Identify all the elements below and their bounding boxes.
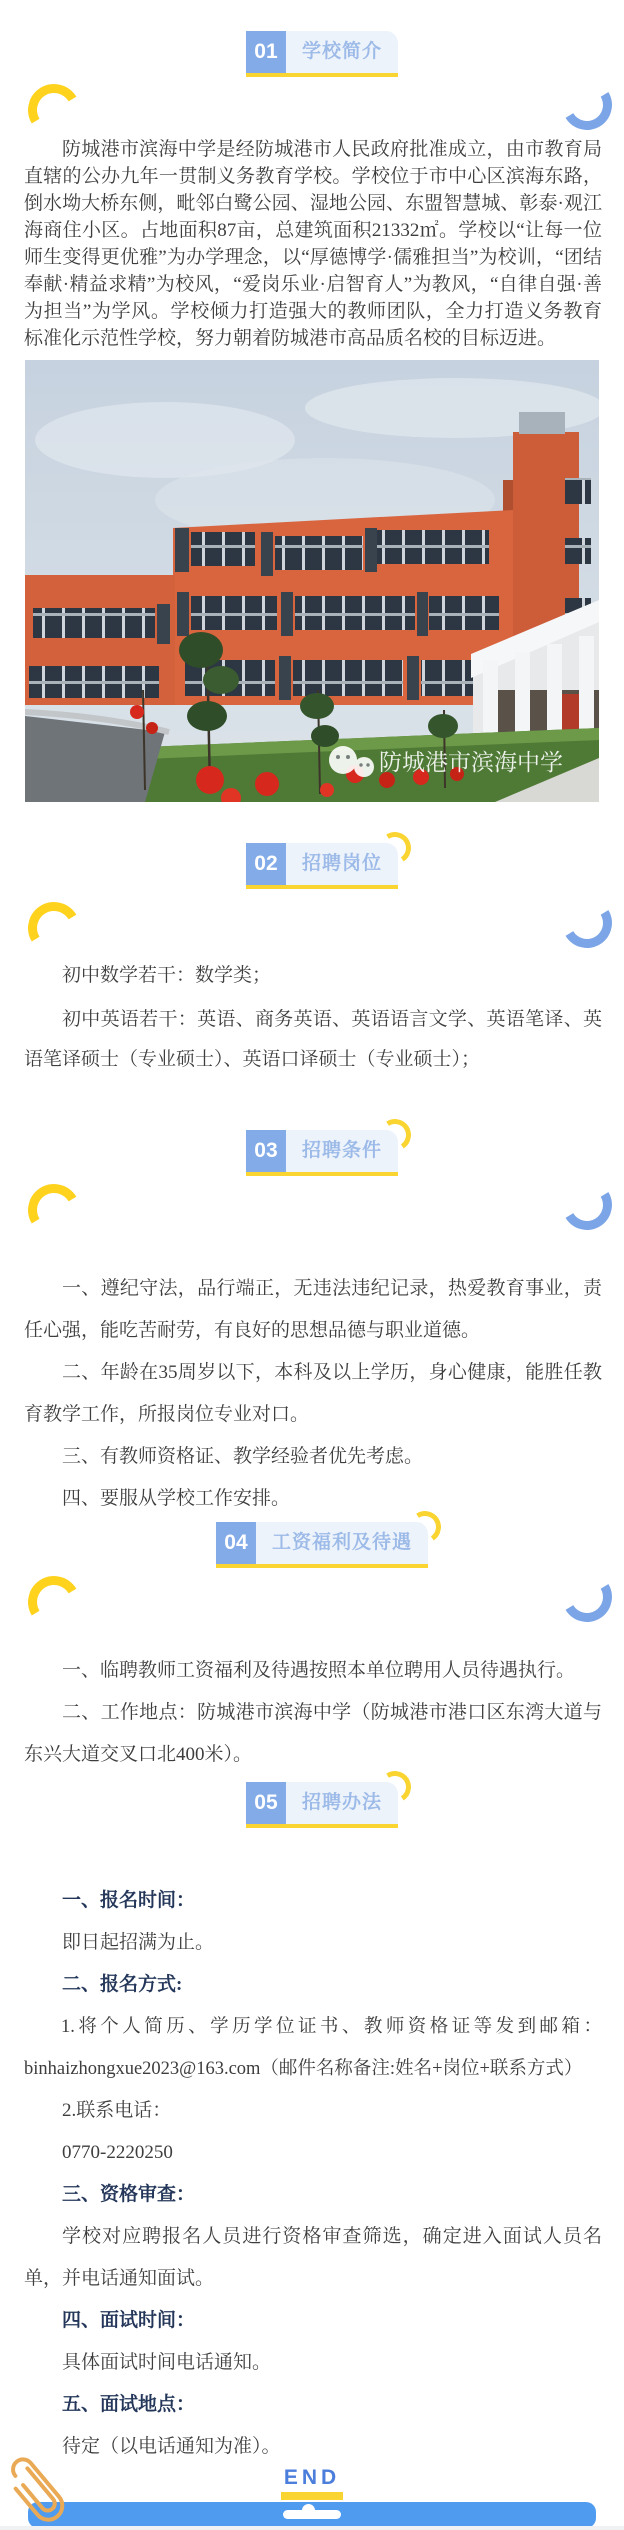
application-method-paragraphs — [24, 1880, 602, 2468]
interview-place-text: 待定（以电话通知为准）。 — [62, 2436, 281, 2457]
interview-time-text: 具体面试时间电话通知。 — [62, 2352, 272, 2373]
decor-row-4 — [0, 1576, 624, 1616]
section-1-title: 学校简介 — [286, 31, 398, 73]
section-3-title: 招聘条件 — [286, 1130, 398, 1172]
salary-item: 一、临聘教师工资福利及待遇按照本单位聘用人员待遇执行。 — [62, 1660, 576, 1681]
quarter-arc-blue-icon — [557, 75, 618, 136]
qualification-review-heading: 三、资格审查： — [62, 2184, 196, 2205]
bottom-strip — [0, 2526, 624, 2530]
section-5-title: 招聘办法 — [286, 1782, 398, 1824]
section-2-badge — [246, 843, 398, 889]
quarter-arc-yellow-icon — [22, 78, 85, 141]
positions-paragraphs — [24, 956, 602, 1084]
bottom-card-bar[interactable] — [28, 2502, 596, 2528]
salary-item: 二、工作地点：防城港市滨海中学（防城港市港口区东湾大道与东兴大道交叉口北400米）。 — [24, 1702, 602, 1765]
bar-handle — [283, 2510, 341, 2519]
end-mark — [0, 2466, 624, 2500]
condition-item: 二、年龄在35周岁以下，本科及以上学历，身心健康，能胜任教育教学工作，所报岗位专业对口。 — [24, 1362, 602, 1425]
paperclip-icon — [6, 2450, 72, 2530]
section-2-number: 02 — [246, 843, 286, 885]
condition-item: 三、有教师资格证、教学经验者优先考虑。 — [62, 1446, 424, 1467]
condition-item: 四、要服从学校工作安排。 — [62, 1488, 291, 1509]
section-3-badge — [246, 1130, 398, 1176]
section-3-number: 03 — [246, 1130, 286, 1172]
position-english: 初中英语若干：英语、商务英语、英语语言文学、英语笔译、英语笔译硕士（专业硕士）、英语口译硕士（专业硕士）； — [24, 1009, 602, 1070]
qualification-review-text: 学校对应聘报名人员进行资格审查筛选，确定进入面试人员名单，并电话通知面试。 — [24, 2226, 602, 2289]
section-4-badge — [216, 1522, 428, 1568]
conditions-paragraphs — [24, 1268, 602, 1520]
section-4-title: 工资福利及待遇 — [256, 1522, 428, 1564]
contact-phone-number: 0770-2220250 — [62, 2142, 173, 2163]
decor-row-2 — [0, 902, 624, 942]
intro-text: 防城港市滨海中学是经防城港市人民政府批准成立，由市教育局直辖的公办九年一贯制义务教育学校。学校位于市中心区滨海东路，倒水坳大桥东侧，毗邻白鹭公园、湿地公园、东盟智慧城、彰泰·观江海商住小区。占地面积87亩，总建筑面积21332㎡。学校以“让每一位师生变得更优雅”为办学理念，以“厚德博学·儒雅担当”为校训，“团结奉献·精益求精”为校风，“爱岗乐业·启智育人”为教风，“自律自强·善为担当”为学风。学校倾力打造强大的教师团队，全力打造义务教育标准化示范性学校，努力朝着防城港市高品质名校的目标迈进。 — [24, 139, 602, 349]
section-1-number: 01 — [246, 31, 286, 73]
condition-item: 一、遵纪守法，品行端正，无违法违纪记录，热爱教育事业，责任心强，能吃苦耐劳，有良好的思想品德与职业道德。 — [24, 1278, 602, 1341]
apply-email-text: 1.将个人简历、学历学位证书、教师资格证等发到邮箱：binhaizhongxue2023@163.com（邮件名称备注:姓名+岗位+联系方式） — [24, 2017, 602, 2079]
quarter-arc-blue-icon — [557, 1175, 618, 1236]
contact-phone-label: 2.联系电话： — [62, 2100, 172, 2121]
section-2-title: 招聘岗位 — [286, 843, 398, 885]
end-underline — [281, 2492, 343, 2500]
end-label: END — [283, 2466, 341, 2489]
decor-row-1 — [0, 84, 624, 124]
apply-time-text: 即日起招满为止。 — [62, 1932, 215, 1953]
quarter-arc-yellow-icon — [22, 1178, 85, 1241]
quarter-arc-yellow-icon — [22, 1570, 85, 1633]
interview-time-heading: 四、面试时间： — [62, 2310, 196, 2331]
quarter-arc-yellow-icon — [22, 896, 85, 959]
section-5-badge — [246, 1782, 398, 1828]
section-1-badge — [246, 31, 398, 77]
quarter-arc-blue-icon — [557, 1567, 618, 1628]
position-math: 初中数学若干：数学类； — [62, 965, 272, 986]
section-4-number: 04 — [216, 1522, 256, 1564]
interview-place-heading: 五、面试地点： — [62, 2394, 196, 2415]
watermark-text: 防城港市滨海中学 — [379, 749, 563, 775]
school-building-photo[interactable] — [25, 360, 599, 802]
salary-paragraphs — [24, 1650, 602, 1776]
apply-way-heading: 二、报名方式: — [62, 1974, 183, 1995]
apply-time-heading: 一、报名时间： — [62, 1890, 196, 1911]
decor-row-3 — [0, 1184, 624, 1224]
school-intro-paragraph — [24, 136, 602, 352]
section-5-number: 05 — [246, 1782, 286, 1824]
quarter-arc-blue-icon — [557, 893, 618, 954]
